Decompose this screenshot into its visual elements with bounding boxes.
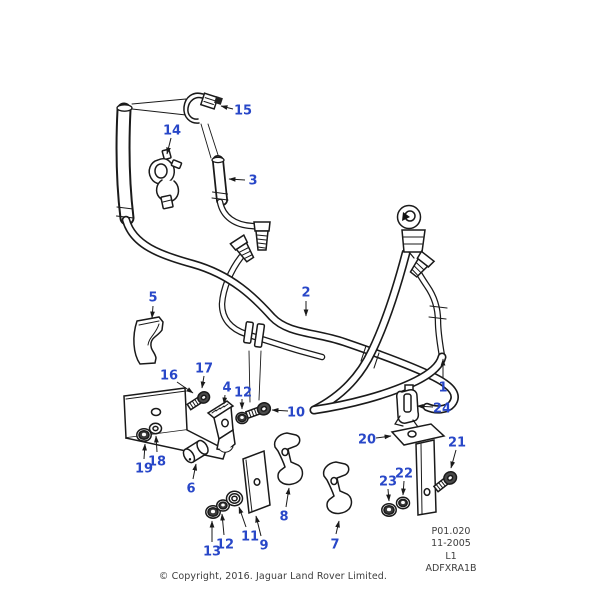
callout-number-3[interactable]: 3 [248,173,258,189]
callout-number-16[interactable]: 16 [159,368,179,384]
callout-leader-6 [193,464,196,479]
callout-6 [186,464,196,497]
bolt-17 [186,390,212,412]
callout-number-12[interactable]: 12 [233,385,253,401]
callout-leader-3 [229,179,245,180]
clip-8 [275,433,303,484]
callout-number-2[interactable]: 2 [301,285,311,301]
bolt-10 [245,401,272,421]
callout-number-24[interactable]: 24 [432,401,452,417]
clip-7 [324,462,352,513]
threaded-fitting-b [230,235,256,264]
ref-date: 11-2005 [431,538,471,550]
callout-number-13[interactable]: 13 [202,544,222,560]
callout-leader-11 [239,507,246,527]
callout-number-6[interactable]: 6 [186,481,196,497]
callout-number-19[interactable]: 19 [134,461,154,477]
callout-number-5[interactable]: 5 [148,290,158,306]
hose-clamp-15 [184,93,223,123]
clip-24 [395,385,418,427]
clip-14 [149,149,182,209]
threaded-fitting-a [254,222,270,250]
callout-7 [330,521,339,553]
bracket-plate-16 [124,388,226,459]
callout-number-4[interactable]: 4 [222,380,232,396]
callout-number-11[interactable]: 11 [240,529,260,545]
callout-17 [195,362,213,389]
ref-figure-code: ADFXRA1B [425,562,477,574]
nut-19 [137,429,151,442]
banjo-fitting [398,206,426,253]
callout-3 [229,174,258,189]
ref-sheet-number: P01.020 [431,526,471,537]
washer-18 [150,423,162,433]
pad-9 [243,451,270,513]
callout-2 [301,286,310,317]
nut-23 [382,504,396,517]
callout-leader-7 [336,521,339,534]
reference-block [391,526,511,575]
callout-12 [234,386,252,410]
callout-number-12-2[interactable]: 12 [215,537,235,553]
callout-number-14[interactable]: 14 [162,123,182,139]
callout-leader-5 [152,306,153,318]
callout-leader-8 [286,488,289,507]
callout-12-2 [216,514,234,553]
callout-24 [417,402,451,417]
callout-leader-15 [221,106,233,109]
callout-5 [148,291,157,319]
callout-leader-17 [202,376,204,388]
callout-20 [358,433,391,448]
callout-leader-10 [272,410,288,411]
callout-number-10[interactable]: 10 [286,405,306,421]
callout-number-15[interactable]: 15 [233,103,253,119]
callout-number-20[interactable]: 20 [357,432,377,448]
callout-8 [279,488,289,525]
callout-21 [448,436,466,469]
callout-leader-19 [144,444,145,459]
callout-number-7[interactable]: 7 [330,537,340,553]
callout-number-22[interactable]: 22 [394,466,414,482]
callout-10 [272,406,305,421]
callout-leader-20 [376,436,391,438]
callout-number-1[interactable]: 1 [438,380,448,396]
callout-leader-21 [451,450,456,468]
callout-15 [221,104,252,119]
ref-level: L1 [445,550,457,562]
washer-22 [397,497,410,508]
bracket-5 [134,317,163,364]
callout-number-18[interactable]: 18 [147,454,167,470]
callout-leader-12-2 [222,514,224,535]
bolt-21 [432,469,459,494]
callout-number-9[interactable]: 9 [259,538,269,554]
callout-leader-22 [403,481,404,495]
callout-22 [395,467,413,496]
callout-number-17[interactable]: 17 [194,361,214,377]
callout-number-8[interactable]: 8 [279,509,289,525]
copyright-text: © Copyright, 2016. Jaguar Land Rover Limited. [158,571,388,582]
washer-11 [227,491,243,505]
callout-number-23[interactable]: 23 [378,474,398,490]
hose-line-art [117,93,460,518]
callout-leader-23 [388,489,389,501]
callout-number-21[interactable]: 21 [447,435,467,451]
